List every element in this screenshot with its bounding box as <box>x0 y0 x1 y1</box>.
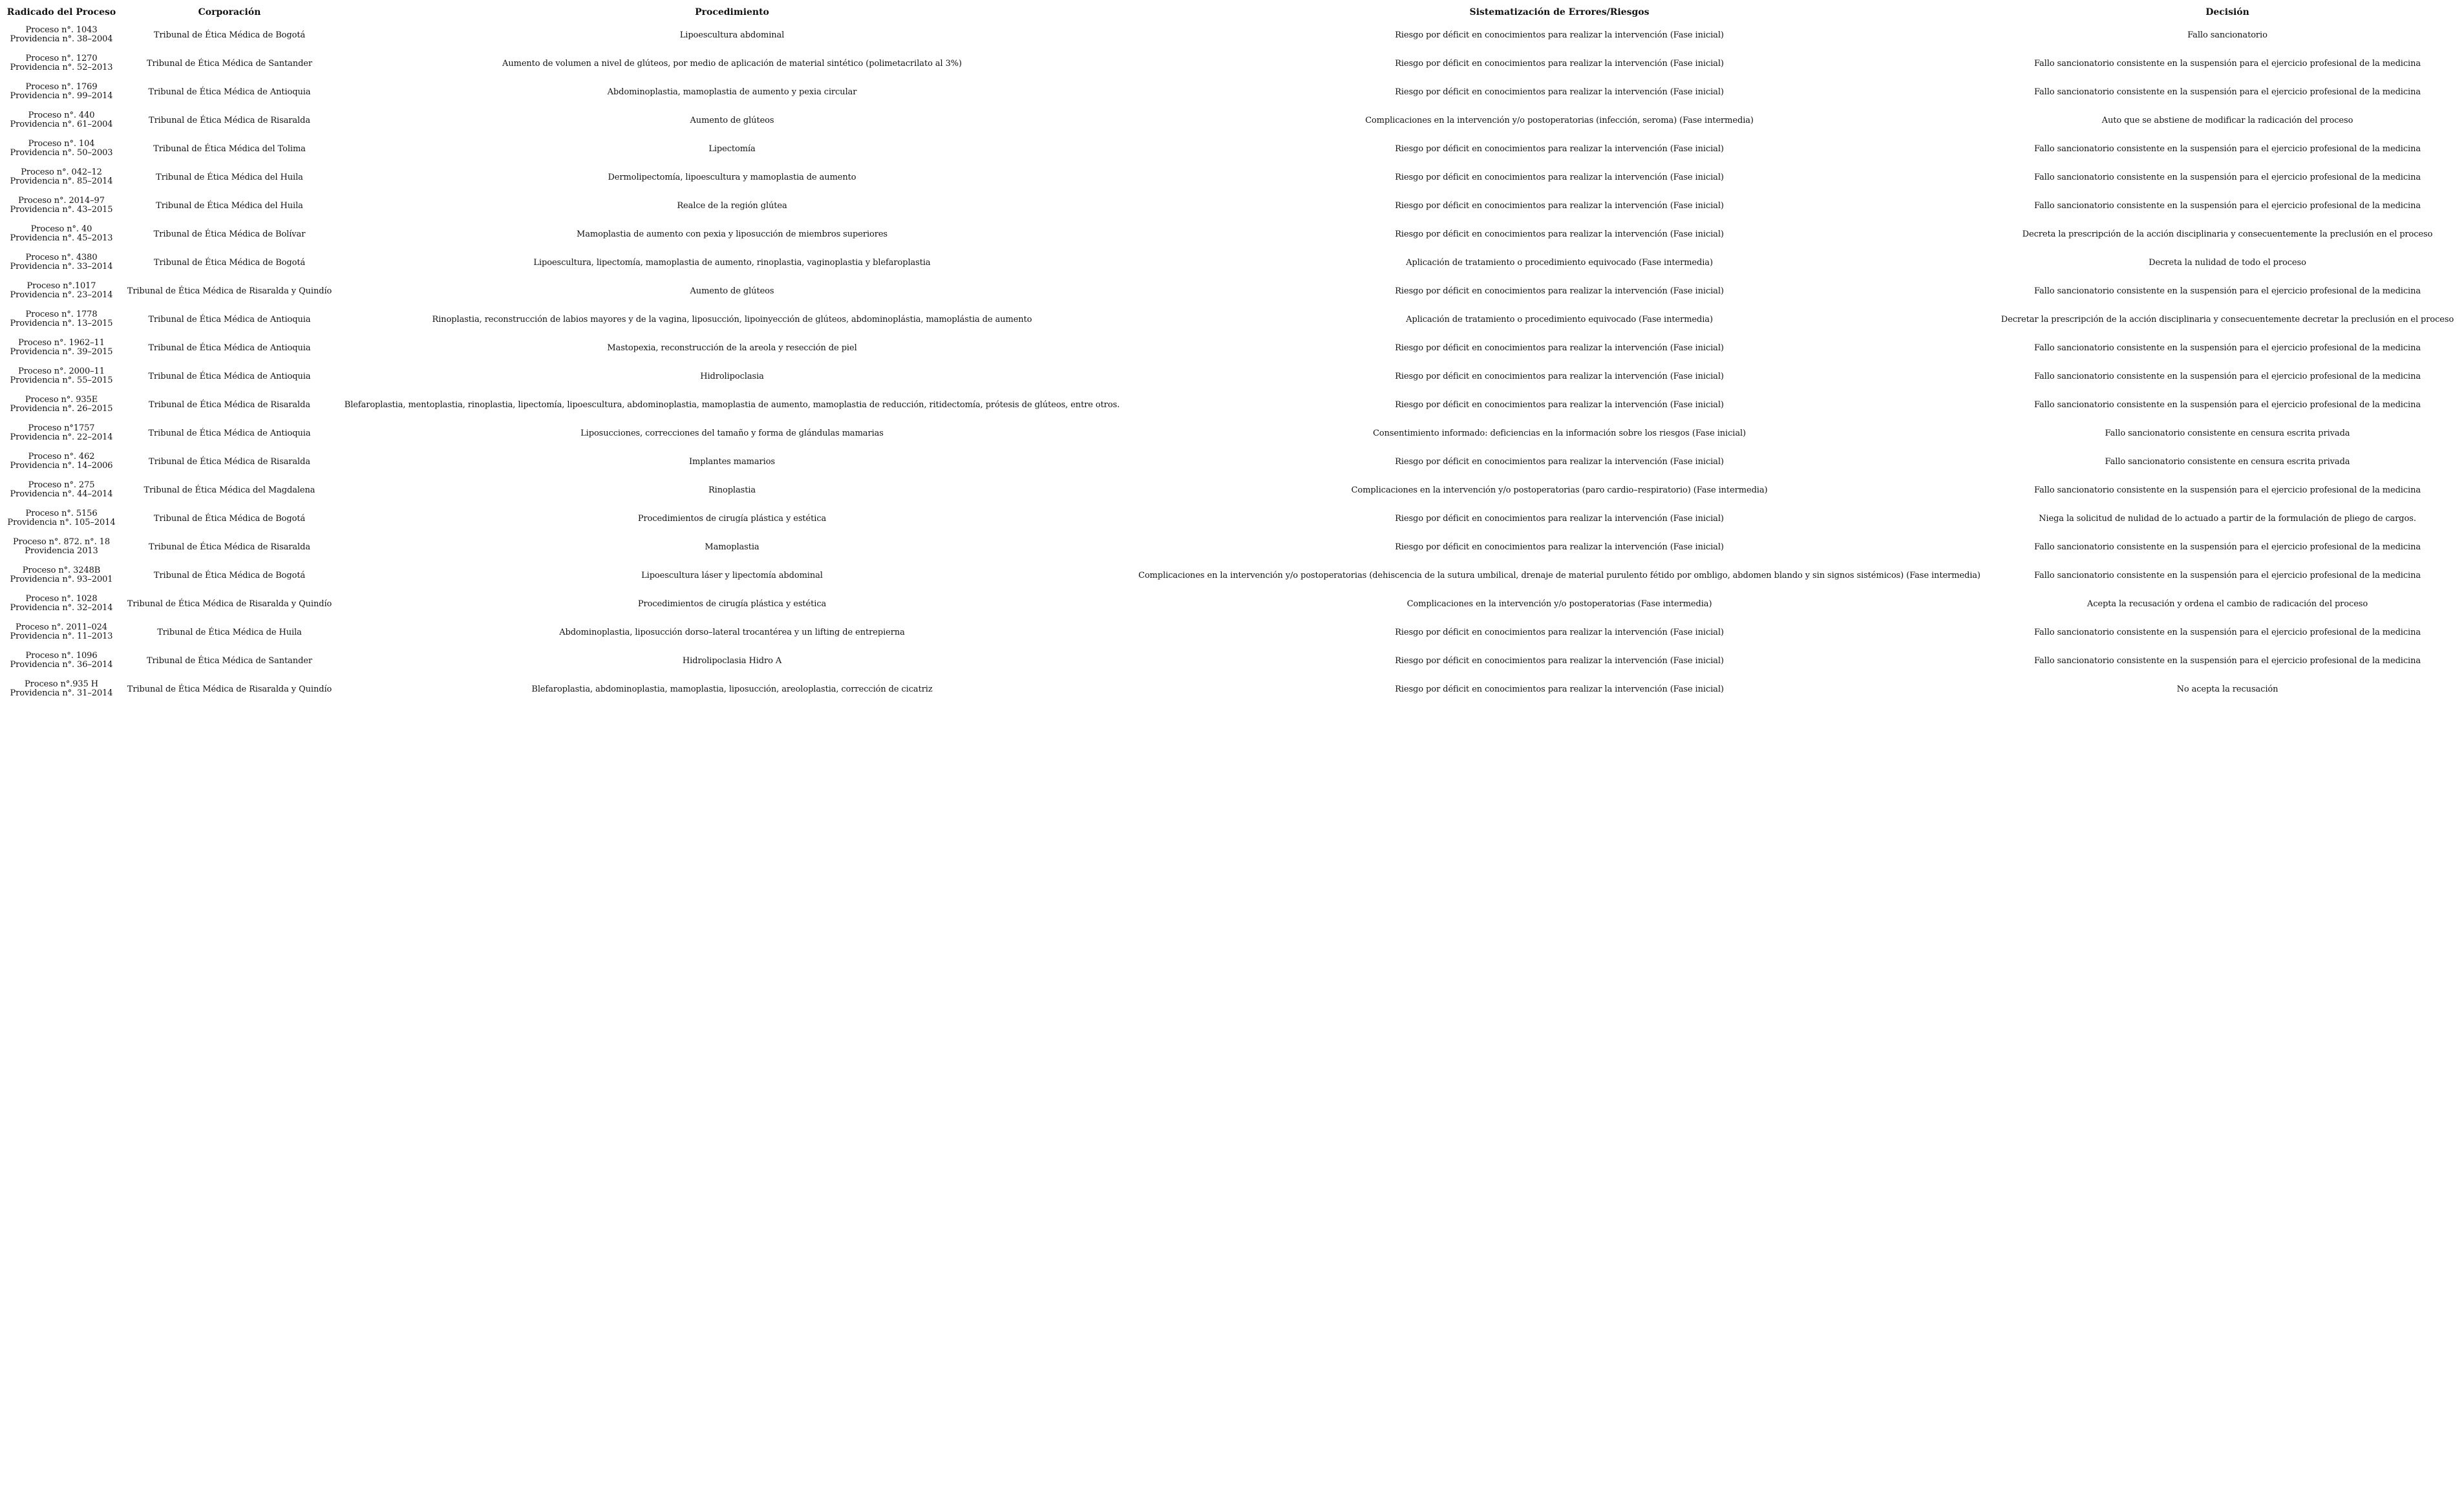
cell-decision: Fallo sancionatorio consistente en la suspensión para el ejercicio profesional de la medicina <box>2034 655 2421 666</box>
cell-sistematizacion: Riesgo por déficit en conocimientos para realizar la intervención (Fase inicial) <box>1395 655 1724 666</box>
cell-decision: Fallo sancionatorio consistente en la suspensión para el ejercicio profesional de la medicina <box>2034 485 2421 495</box>
cell-procedimiento: Mastopexia, reconstrucción de la areola y resección de piel <box>607 343 857 353</box>
cell-radicado: Proceso n°. 275 Providencia n°. 44–2014 <box>10 480 113 499</box>
cell-sistematizacion: Aplicación de tratamiento o procedimiento equivocado (Fase intermedia) <box>1406 314 1713 324</box>
header-sistematizacion: Sistematización de Errores/Riesgos <box>1469 7 1650 17</box>
cell-corporacion: Tribunal de Ética Médica de Antioquia <box>148 87 311 97</box>
cell-decision: Fallo sancionatorio consistente en la suspensión para el ejercicio profesional de la medicina <box>2034 87 2421 97</box>
cases-table <box>0 4 2464 703</box>
cell-corporacion: Tribunal de Ética Médica de Santander <box>146 655 313 666</box>
cell-corporacion: Tribunal de Ética Médica de Risaralda <box>149 399 310 410</box>
cell-decision: Fallo sancionatorio consistente en censura escrita privada <box>2105 456 2350 467</box>
cell-decision: Fallo sancionatorio consistente en la suspensión para el ejercicio profesional de la medicina <box>2034 143 2421 154</box>
cell-radicado: Proceso n°. 1270 Providencia n°. 52–2013 <box>10 54 113 72</box>
cell-sistematizacion: Riesgo por déficit en conocimientos para realizar la intervención (Fase inicial) <box>1395 456 1724 467</box>
table-row <box>0 163 2464 191</box>
cell-decision: Fallo sancionatorio <box>2187 30 2268 40</box>
cell-decision: Fallo sancionatorio consistente en la suspensión para el ejercicio profesional de la medicina <box>2034 542 2421 552</box>
cell-sistematizacion: Riesgo por déficit en conocimientos para realizar la intervención (Fase inicial) <box>1395 229 1724 239</box>
cell-sistematizacion: Riesgo por déficit en conocimientos para realizar la intervención (Fase inicial) <box>1395 58 1724 69</box>
cell-sistematizacion: Aplicación de tratamiento o procedimiento equivocado (Fase intermedia) <box>1406 257 1713 268</box>
header-corporacion: Corporación <box>198 7 261 17</box>
cell-decision: Fallo sancionatorio consistente en la suspensión para el ejercicio profesional de la medicina <box>2034 58 2421 69</box>
cell-radicado: Proceso n°. 1028 Providencia n°. 32–2014 <box>10 594 113 613</box>
cell-sistematizacion: Complicaciones en la intervención y/o postoperatorias (infección, seroma) (Fase intermedia) <box>1365 115 1754 125</box>
cell-corporacion: Tribunal de Ética Médica de Huila <box>157 627 302 637</box>
table-row <box>0 78 2464 106</box>
table-row <box>0 390 2464 419</box>
cell-procedimiento: Procedimientos de cirugía plástica y estética <box>637 599 827 609</box>
cell-procedimiento: Mamoplastia <box>705 542 759 552</box>
cell-corporacion: Tribunal de Ética Médica de Risaralda y Quindío <box>127 286 332 296</box>
cell-radicado: Proceso n°.1017 Providencia n°. 23–2014 <box>10 281 113 300</box>
cell-sistematizacion: Riesgo por déficit en conocimientos para realizar la intervención (Fase inicial) <box>1395 87 1724 97</box>
cell-procedimiento: Lipoescultura abdominal <box>679 30 785 40</box>
cell-procedimiento: Rinoplastia, reconstrucción de labios mayores y de la vagina, liposucción, lipoinyección de glúteos, abdominoplástia, mamoplástia de aumento <box>432 314 1032 324</box>
cell-procedimiento: Abdominoplastia, liposucción dorso–lateral trocantérea y un lifting de entrepierna <box>559 627 905 637</box>
table-row <box>0 589 2464 618</box>
cell-procedimiento: Abdominoplastia, mamoplastia de aumento y pexia circular <box>607 87 857 97</box>
cell-radicado: Proceso n°. 440 Providencia n°. 61–2004 <box>10 111 113 129</box>
cell-radicado: Proceso n°. 1769 Providencia n°. 99–2014 <box>10 82 113 101</box>
cell-radicado: Proceso n°. 2014–97 Providencia n°. 43–2015 <box>10 196 113 215</box>
table-row <box>0 504 2464 533</box>
table-row <box>0 447 2464 476</box>
table-row <box>0 533 2464 561</box>
cell-decision: Fallo sancionatorio consistente en la suspensión para el ejercicio profesional de la medicina <box>2034 399 2421 410</box>
cell-radicado: Proceso n°. 5156 Providencia n°. 105–2014 <box>7 509 116 527</box>
cell-decision: Fallo sancionatorio consistente en la suspensión para el ejercicio profesional de la medicina <box>2034 172 2421 182</box>
cell-radicado: Proceso n°1757 Providencia n°. 22–2014 <box>10 423 113 442</box>
cell-corporacion: Tribunal de Ética Médica del Tolima <box>153 143 306 154</box>
cell-decision: Decretar la prescripción de la acción disciplinaria y consecuentemente decretar la preclusión en el proceso <box>2001 314 2454 324</box>
cell-procedimiento: Liposucciones, correcciones del tamaño y forma de glándulas mamarias <box>580 428 884 438</box>
cell-procedimiento: Lipectomía <box>708 143 756 154</box>
cell-corporacion: Tribunal de Ética Médica de Risaralda y Quindío <box>127 684 332 694</box>
cell-corporacion: Tribunal de Ética Médica de Bogotá <box>153 30 306 40</box>
cell-procedimiento: Aumento de volumen a nivel de glúteos, por medio de aplicación de material sintético (polimetacrilato al 3%) <box>502 58 962 69</box>
table-row <box>0 191 2464 220</box>
cell-corporacion: Tribunal de Ética Médica de Antioquia <box>148 314 311 324</box>
cell-decision: No acepta la recusación <box>2176 684 2278 694</box>
cell-procedimiento: Aumento de glúteos <box>690 286 774 296</box>
cell-radicado: Proceso n°. 462 Providencia n°. 14–2006 <box>10 452 113 471</box>
cell-corporacion: Tribunal de Ética Médica de Antioquia <box>148 428 311 438</box>
cell-corporacion: Tribunal de Ética Médica de Antioquia <box>148 343 311 353</box>
cell-radicado: Proceso n°.935 H Providencia n°. 31–2014 <box>10 679 113 698</box>
table-row <box>0 220 2464 248</box>
table-row <box>0 362 2464 390</box>
header-row <box>0 4 2464 21</box>
cell-decision: Fallo sancionatorio consistente en censura escrita privada <box>2105 428 2350 438</box>
cell-corporacion: Tribunal de Ética Médica de Bogotá <box>153 570 306 580</box>
cell-corporacion: Tribunal de Ética Médica de Risaralda <box>149 115 310 125</box>
cell-procedimiento: Hidrolipoclasia Hidro A <box>682 655 782 666</box>
table-row <box>0 334 2464 362</box>
table-row <box>0 675 2464 703</box>
table-row <box>0 49 2464 78</box>
table-row <box>0 248 2464 277</box>
table-row <box>0 21 2464 49</box>
cell-sistematizacion: Riesgo por déficit en conocimientos para realizar la intervención (Fase inicial) <box>1395 143 1724 154</box>
cell-sistematizacion: Complicaciones en la intervención y/o postoperatorias (Fase intermedia) <box>1407 599 1712 609</box>
cell-radicado: Proceso n°. 935E Providencia n°. 26–2015 <box>10 395 113 414</box>
cell-corporacion: Tribunal de Ética Médica de Risaralda y Quindío <box>127 599 332 609</box>
cell-radicado: Proceso n°. 1778 Providencia n°. 13–2015 <box>10 310 113 328</box>
table-row <box>0 134 2464 163</box>
cell-corporacion: Tribunal de Ética Médica de Santander <box>146 58 313 69</box>
cell-decision: Niega la solicitud de nulidad de lo actuado a partir de la formulación de pliego de cargos. <box>2039 513 2416 524</box>
cell-corporacion: Tribunal de Ética Médica del Magdalena <box>143 485 315 495</box>
cell-radicado: Proceso n°. 40 Providencia n°. 45–2013 <box>10 224 113 243</box>
cell-decision: Fallo sancionatorio consistente en la suspensión para el ejercicio profesional de la medicina <box>2034 371 2421 381</box>
header-decision: Decisión <box>2205 7 2249 17</box>
cell-sistematizacion: Riesgo por déficit en conocimientos para realizar la intervención (Fase inicial) <box>1395 627 1724 637</box>
cell-radicado: Proceso n°. 042–12 Providencia n°. 85–2014 <box>10 167 113 186</box>
cell-sistematizacion: Riesgo por déficit en conocimientos para realizar la intervención (Fase inicial) <box>1395 172 1724 182</box>
table-row <box>0 646 2464 675</box>
table-row <box>0 561 2464 589</box>
cell-procedimiento: Realce de la región glútea <box>677 200 787 211</box>
cell-sistematizacion: Riesgo por déficit en conocimientos para realizar la intervención (Fase inicial) <box>1395 542 1724 552</box>
cell-sistematizacion: Riesgo por déficit en conocimientos para realizar la intervención (Fase inicial) <box>1395 343 1724 353</box>
cell-corporacion: Tribunal de Ética Médica de Risaralda <box>149 456 310 467</box>
cell-procedimiento: Lipoescultura láser y lipectomía abdominal <box>641 570 823 580</box>
cell-radicado: Proceso n°. 1962–11 Providencia n°. 39–2015 <box>10 338 113 357</box>
cell-radicado: Proceso n°. 4380 Providencia n°. 33–2014 <box>10 253 113 271</box>
cell-radicado: Proceso n°. 2000–11 Providencia n°. 55–2015 <box>10 366 113 385</box>
table-row <box>0 476 2464 504</box>
cell-procedimiento: Hidrolipoclasia <box>700 371 764 381</box>
cell-procedimiento: Rinoplastia <box>708 485 756 495</box>
cell-procedimiento: Dermolipectomía, lipoescultura y mamoplastia de aumento <box>608 172 856 182</box>
cell-radicado: Proceso n°. 1043 Providencia n°. 38–2004 <box>10 25 113 44</box>
cell-decision: Fallo sancionatorio consistente en la suspensión para el ejercicio profesional de la medicina <box>2034 627 2421 637</box>
table-row <box>0 419 2464 447</box>
header-procedimiento: Procedimiento <box>695 7 769 17</box>
cell-radicado: Proceso n°. 1096 Providencia n°. 36–2014 <box>10 651 113 670</box>
cell-sistematizacion: Riesgo por déficit en conocimientos para realizar la intervención (Fase inicial) <box>1395 30 1724 40</box>
cell-procedimiento: Lipoescultura, lipectomía, mamoplastia de aumento, rinoplastia, vaginoplastia y blefaroplastia <box>533 257 931 268</box>
cell-procedimiento: Procedimientos de cirugía plástica y estética <box>637 513 827 524</box>
cell-sistematizacion: Riesgo por déficit en conocimientos para realizar la intervención (Fase inicial) <box>1395 200 1724 211</box>
cell-corporacion: Tribunal de Ética Médica del Huila <box>156 172 303 182</box>
cell-corporacion: Tribunal de Ética Médica de Bogotá <box>153 513 306 524</box>
cell-decision: Fallo sancionatorio consistente en la suspensión para el ejercicio profesional de la medicina <box>2034 570 2421 580</box>
cell-corporacion: Tribunal de Ética Médica de Bogotá <box>153 257 306 268</box>
table-row <box>0 618 2464 646</box>
cell-sistematizacion: Riesgo por déficit en conocimientos para realizar la intervención (Fase inicial) <box>1395 371 1724 381</box>
cell-radicado: Proceso n°. 2011–024 Providencia n°. 11–2013 <box>10 622 113 641</box>
cell-decision: Fallo sancionatorio consistente en la suspensión para el ejercicio profesional de la medicina <box>2034 200 2421 211</box>
cell-decision: Decreta la nulidad de todo el proceso <box>2149 257 2306 268</box>
cell-decision: Decreta la prescripción de la acción disciplinaria y consecuentemente la preclusión en el proceso <box>2022 229 2433 239</box>
header-radicado: Radicado del Proceso <box>6 7 116 17</box>
cell-corporacion: Tribunal de Ética Médica de Antioquia <box>148 371 311 381</box>
cell-sistematizacion: Complicaciones en la intervención y/o postoperatorias (paro cardio–respiratorio) (Fase intermedia) <box>1351 485 1768 495</box>
cell-corporacion: Tribunal de Ética Médica de Risaralda <box>149 542 310 552</box>
cell-decision: Acepta la recusación y ordena el cambio de radicación del proceso <box>2087 599 2368 609</box>
cell-radicado: Proceso n°. 104 Providencia n°. 50–2003 <box>10 139 113 158</box>
cell-radicado: Proceso n°. 3248B Providencia n°. 93–2001 <box>10 566 113 584</box>
cell-procedimiento: Mamoplastia de aumento con pexia y liposucción de miembros superiores <box>576 229 888 239</box>
cell-procedimiento: Implantes mamarios <box>688 456 775 467</box>
cell-procedimiento: Aumento de glúteos <box>690 115 774 125</box>
cell-procedimiento: Blefaroplastia, abdominoplastia, mamoplastia, liposucción, areoloplastia, corrección de cicatriz <box>531 684 933 694</box>
table-header <box>0 4 2464 21</box>
table-row <box>0 277 2464 305</box>
table-row <box>0 106 2464 134</box>
cell-sistematizacion: Riesgo por déficit en conocimientos para realizar la intervención (Fase inicial) <box>1395 286 1724 296</box>
cell-corporacion: Tribunal de Ética Médica del Huila <box>156 200 303 211</box>
cell-sistematizacion: Riesgo por déficit en conocimientos para realizar la intervención (Fase inicial) <box>1395 513 1724 524</box>
table-row <box>0 305 2464 334</box>
cell-procedimiento: Blefaroplastia, mentoplastia, rinoplastia, lipectomía, lipoescultura, abdominoplastia, mamoplastia de aumento, mamoplastia de reducción, ritidectomía, prótesis de glúteos, entre otros. <box>344 399 1120 410</box>
cell-decision: Auto que se abstiene de modificar la radicación del proceso <box>2101 115 2353 125</box>
cell-sistematizacion: Complicaciones en la intervención y/o postoperatorias (dehiscencia de la sutura umbilical, drenaje de material purulento fétido por ombligo, abdomen blando y sin signos sistémicos) (Fase intermedia) <box>1138 570 1981 580</box>
cell-corporacion: Tribunal de Ética Médica de Bolívar <box>153 229 306 239</box>
cell-sistematizacion: Consentimiento informado: deficiencias en la información sobre los riesgos (Fase inicial) <box>1372 428 1747 438</box>
cell-decision: Fallo sancionatorio consistente en la suspensión para el ejercicio profesional de la medicina <box>2034 343 2421 353</box>
table-body <box>0 21 2464 703</box>
cell-decision: Fallo sancionatorio consistente en la suspensión para el ejercicio profesional de la medicina <box>2034 286 2421 296</box>
cell-radicado: Proceso n°. 872. n°. 18 Providencia 2013 <box>13 537 110 556</box>
cell-sistematizacion: Riesgo por déficit en conocimientos para realizar la intervención (Fase inicial) <box>1395 399 1724 410</box>
cell-sistematizacion: Riesgo por déficit en conocimientos para realizar la intervención (Fase inicial) <box>1395 684 1724 694</box>
